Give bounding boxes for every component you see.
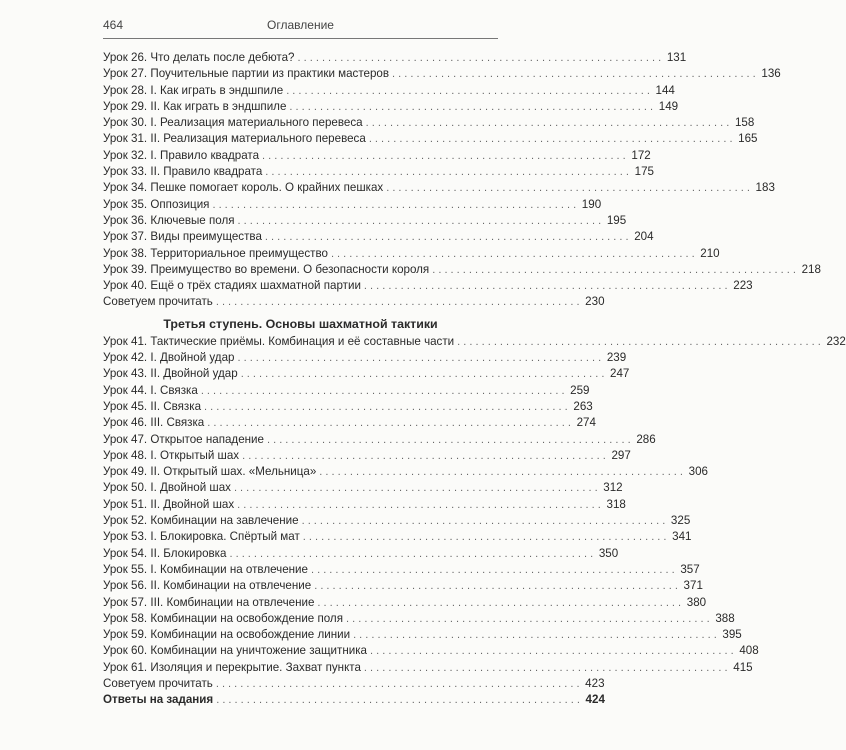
toc-entry[interactable] [103, 432, 656, 448]
toc-entry[interactable] [103, 562, 700, 578]
toc-entry[interactable] [103, 611, 735, 627]
toc-entry[interactable] [103, 480, 623, 496]
toc-entry-label: Урок 56. II. Комбинации на отвлечение [103, 579, 312, 593]
toc-entry-label: Урок 46. III. Связка [103, 416, 205, 430]
toc-entry-page: 149 [658, 99, 679, 113]
toc-entry[interactable] [103, 676, 605, 692]
toc-entry-page: 380 [686, 595, 707, 609]
page-header [103, 18, 498, 38]
toc-entry-label: Урок 35. Оппозиция [103, 197, 210, 211]
dot-leader: . . . . . . . . . . . . . . . . . . . . . . . . . . . . . . . . . . . . . . . . . . . . . . . . . . . . . . . . . . . . [369, 645, 734, 658]
dot-leader: . . . . . . . . . . . . . . . . . . . . . . . . . . . . . . . . . . . . . . . . . . . . . . . . . . . . . . . . . . . . [345, 612, 710, 625]
toc-entry-label: Урок 57. III. Комбинации на отвлечение [103, 595, 315, 609]
toc-entry-label: Урок 47. Открытое нападение [103, 432, 264, 446]
dot-leader: . . . . . . . . . . . . . . . . . . . . . . . . . . . . . . . . . . . . . . . . . . . . . . . . . . . . . . . . . . . . [457, 335, 821, 348]
toc-entry[interactable] [103, 464, 708, 480]
dot-leader: . . . . . . . . . . . . . . . . . . . . . . . . . . . . . . . . . . . . . . . . . . . . . . . . . . . . . . . . . . . . [265, 166, 629, 179]
toc-entry-answers[interactable] [103, 692, 605, 708]
toc-entry-page: 395 [722, 628, 742, 642]
dot-leader: . . . . . . . . . . . . . . . . . . . . . . . . . . . . . . . . . . . . . . . . . . . . . . . . . . . . . . . . . . . . [314, 580, 678, 593]
toc-entry[interactable] [103, 115, 755, 131]
toc-entry-page: 408 [739, 644, 759, 658]
toc-entry-page: 325 [670, 514, 691, 528]
page-number: 464 [103, 18, 124, 32]
toc-entry-label: Урок 48. I. Открытый шах [103, 448, 240, 462]
dot-leader: . . . . . . . . . . . . . . . . . . . . . . . . . . . . . . . . . . . . . . . . . . . . . . . . . . . . . . . . . . . . [212, 198, 577, 211]
toc-entry[interactable] [103, 213, 627, 229]
toc-entry[interactable] [103, 99, 679, 115]
toc-entry-page: 371 [683, 579, 703, 593]
toc-entry-label: Урок 37. Виды преимущества [103, 230, 262, 244]
toc-entry-label: Урок 29. II. Как играть в эндшпиле [103, 99, 287, 113]
toc-entry-page: 423 [585, 676, 605, 690]
toc-entry[interactable] [103, 148, 651, 164]
toc-entry-label: Урок 60. Комбинации на уничтожение защитника [103, 644, 367, 658]
toc-entry[interactable] [103, 383, 590, 399]
toc-entry-label: Советуем прочитать [103, 676, 213, 690]
toc-entry[interactable] [103, 262, 821, 278]
toc-entry[interactable] [103, 164, 654, 180]
dot-leader: . . . . . . . . . . . . . . . . . . . . . . . . . . . . . . . . . . . . . . . . . . . . . . . . . . . . . . . . . . . . [262, 149, 626, 162]
toc-entry-label: Урок 50. I. Двойной шах [103, 481, 231, 495]
toc-entry-page: 204 [634, 230, 654, 244]
toc-entry[interactable] [103, 180, 775, 196]
toc-entry-label: Урок 59. Комбинации на освобождение линии [103, 628, 351, 642]
toc-entry-label: Урок 39. Преимущество во времени. О безопасности короля [103, 262, 430, 276]
toc-part-3 [103, 334, 846, 693]
toc-entry[interactable] [103, 50, 687, 66]
toc-entry-page: 136 [761, 67, 781, 81]
toc-entry-page: 318 [606, 497, 626, 511]
toc-entry-page: 259 [570, 383, 590, 397]
dot-leader: . . . . . . . . . . . . . . . . . . . . . . . . . . . . . . . . . . . . . . . . . . . . . . . . . . . . . . . . . . . . [363, 280, 728, 293]
toc-entry-label: Урок 49. II. Открытый шах. «Мельница» [103, 465, 317, 479]
dot-leader: . . . . . . . . . . . . . . . . . . . . . . . . . . . . . . . . . . . . . . . . . . . . . . . . . . . . . . . . . . . . [229, 547, 594, 560]
toc-entry-page: 297 [611, 448, 631, 462]
toc-entry-page: 415 [733, 660, 753, 674]
dot-leader: . . . . . . . . . . . . . . . . . . . . . . . . . . . . . . . . . . . . . . . . . . . . . . . . . . . . . . . . . . . . [266, 433, 631, 446]
toc-entry-label: Урок 53. I. Блокировка. Спёртый мат [103, 530, 300, 544]
toc-entry-label: Советуем прочитать [103, 295, 213, 309]
toc-entry-page: 388 [715, 611, 735, 625]
toc-entry-label: Ответы на задания [103, 693, 214, 707]
dot-leader: . . . . . . . . . . . . . . . . . . . . . . . . . . . . . . . . . . . . . . . . . . . . . . . . . . . . . . . . . . . . [215, 677, 580, 690]
toc-entry-label: Урок 61. Изоляция и перекрытие. Захват пункта [103, 660, 361, 674]
toc-entry[interactable] [103, 229, 654, 245]
dot-leader: . . . . . . . . . . . . . . . . . . . . . . . . . . . . . . . . . . . . . . . . . . . . . . . . . . . . . . . . . . . . [207, 417, 571, 430]
toc-entry-page: 424 [585, 693, 605, 707]
toc-part-2-continued [103, 50, 821, 311]
dot-leader: . . . . . . . . . . . . . . . . . . . . . . . . . . . . . . . . . . . . . . . . . . . . . . . . . . . . . . . . . . . . [330, 247, 695, 260]
toc-entry[interactable] [103, 278, 753, 294]
toc-entry[interactable] [103, 595, 707, 611]
toc-entry[interactable] [103, 448, 631, 464]
dot-leader: . . . . . . . . . . . . . . . . . . . . . . . . . . . . . . . . . . . . . . . . . . . . . . . . . . . . . . . . . . . . [310, 563, 675, 576]
toc-entry-label: Урок 52. Комбинации на завлечение [103, 514, 299, 528]
toc-entry-page: 165 [738, 132, 758, 146]
dot-leader: . . . . . . . . . . . . . . . . . . . . . . . . . . . . . . . . . . . . . . . . . . . . . . . . . . . . . . . . . . . . [365, 117, 730, 130]
dot-leader: . . . . . . . . . . . . . . . . . . . . . . . . . . . . . . . . . . . . . . . . . . . . . . . . . . . . . . . . . . . . [233, 482, 598, 495]
toc-entry-page: 195 [606, 213, 627, 227]
dot-leader: . . . . . . . . . . . . . . . . . . . . . . . . . . . . . . . . . . . . . . . . . . . . . . . . . . . . . . . . . . . . [386, 182, 750, 195]
toc-entry[interactable] [103, 294, 605, 310]
toc-entry-label: Урок 26. Что делать после дебюта? [103, 51, 295, 64]
toc-entry-page: 357 [680, 562, 700, 576]
dot-leader: . . . . . . . . . . . . . . . . . . . . . . . . . . . . . . . . . . . . . . . . . . . . . . . . . . . . . . . . . . . . [215, 296, 580, 309]
toc-entry-page: 230 [585, 295, 605, 309]
toc-entry[interactable] [103, 246, 720, 262]
toc-entry-label: Урок 28. I. Как играть в эндшпиле [103, 83, 284, 97]
toc-entry-page: 274 [576, 416, 596, 430]
toc-entry-label: Урок 36. Ключевые поля [103, 213, 235, 227]
dot-leader: . . . . . . . . . . . . . . . . . . . . . . . . . . . . . . . . . . . . . . . . . . . . . . . . . . . . . . . . . . . . [368, 133, 733, 146]
section-heading: Третья ступень. Основы шахматной тактики [163, 316, 438, 331]
toc-entry[interactable] [103, 513, 691, 529]
toc-entry[interactable] [103, 529, 692, 545]
toc-entry-label: Урок 58. Комбинации на освобождение поля [103, 611, 343, 625]
toc-entry-page: 172 [631, 148, 651, 162]
dot-leader: . . . . . . . . . . . . . . . . . . . . . . . . . . . . . . . . . . . . . . . . . . . . . . . . . . . . . . . . . . . . [216, 694, 580, 707]
dot-leader: . . . . . . . . . . . . . . . . . . . . . . . . . . . . . . . . . . . . . . . . . . . . . . . . . . . . . . . . . . . . [317, 596, 682, 609]
dot-leader: . . . . . . . . . . . . . . . . . . . . . . . . . . . . . . . . . . . . . . . . . . . . . . . . . . . . . . . . . . . . [297, 52, 662, 64]
toc-entry-label: Урок 55. I. Комбинации на отвлечение [103, 562, 308, 576]
dot-leader: . . . . . . . . . . . . . . . . . . . . . . . . . . . . . . . . . . . . . . . . . . . . . . . . . . . . . . . . . . . . [264, 231, 629, 244]
toc-entry[interactable] [103, 131, 758, 147]
toc-entry[interactable] [103, 366, 630, 382]
toc-entry-label: Урок 38. Территориальное преимущество [103, 246, 328, 260]
toc-entry-page: 218 [801, 262, 821, 276]
toc-entry-label: Урок 44. I. Связка [103, 383, 198, 397]
toc-entry[interactable] [103, 643, 759, 659]
toc-entry[interactable] [103, 399, 593, 415]
dot-leader: . . . . . . . . . . . . . . . . . . . . . . . . . . . . . . . . . . . . . . . . . . . . . . . . . . . . . . . . . . . . [302, 531, 667, 544]
toc-entry[interactable] [103, 66, 781, 82]
dot-leader: . . . . . . . . . . . . . . . . . . . . . . . . . . . . . . . . . . . . . . . . . . . . . . . . . . . . . . . . . . . . [286, 84, 650, 97]
dot-leader: . . . . . . . . . . . . . . . . . . . . . . . . . . . . . . . . . . . . . . . . . . . . . . . . . . . . . . . . . . . . [242, 449, 606, 462]
toc-entry-page: 223 [733, 279, 753, 293]
toc-entry-label: Урок 33. II. Правило квадрата [103, 165, 263, 179]
toc-entry[interactable] [103, 578, 703, 594]
dot-leader: . . . . . . . . . . . . . . . . . . . . . . . . . . . . . . . . . . . . . . . . . . . . . . . . . . . . . . . . . . . . [237, 352, 602, 365]
dot-leader: . . . . . . . . . . . . . . . . . . . . . . . . . . . . . . . . . . . . . . . . . . . . . . . . . . . . . . . . . . . . [432, 263, 796, 276]
toc-entry-label: Урок 51. II. Двойной шах [103, 497, 235, 511]
toc-entry-label: Урок 54. II. Блокировка [103, 546, 227, 560]
table-of-contents [103, 50, 846, 709]
toc-entry[interactable] [103, 350, 627, 366]
toc-entry-label: Урок 32. I. Правило квадрата [103, 148, 260, 162]
toc-entry-page: 239 [606, 351, 627, 365]
running-title: Оглавление [267, 18, 334, 32]
toc-entry[interactable] [103, 660, 753, 676]
toc-entry-page: 341 [672, 530, 692, 544]
dot-leader: . . . . . . . . . . . . . . . . . . . . . . . . . . . . . . . . . . . . . . . . . . . . . . . . . . . . . . . . . . . . [363, 661, 728, 674]
dot-leader: . . . . . . . . . . . . . . . . . . . . . . . . . . . . . . . . . . . . . . . . . . . . . . . . . . . . . . . . . . . . [200, 384, 565, 397]
toc-entry-page: 210 [700, 246, 720, 260]
toc-entry[interactable] [103, 197, 602, 213]
dot-leader: . . . . . . . . . . . . . . . . . . . . . . . . . . . . . . . . . . . . . . . . . . . . . . . . . . . . . . . . . . . . [237, 214, 602, 227]
dot-leader: . . . . . . . . . . . . . . . . . . . . . . . . . . . . . . . . . . . . . . . . . . . . . . . . . . . . . . . . . . . . [289, 100, 654, 113]
toc-entry[interactable] [103, 546, 619, 562]
toc-entry-label: Урок 45. II. Связка [103, 399, 202, 413]
toc-entry-page: 183 [755, 181, 775, 195]
toc-entry-page: 232 [826, 334, 846, 348]
toc-entry-page: 158 [734, 116, 755, 130]
toc-entry-page: 286 [636, 432, 656, 446]
toc-entry[interactable] [103, 415, 596, 431]
toc-entry-page: 247 [610, 367, 630, 381]
dot-leader: . . . . . . . . . . . . . . . . . . . . . . . . . . . . . . . . . . . . . . . . . . . . . . . . . . . . . . . . . . . . [204, 400, 568, 413]
dot-leader: . . . . . . . . . . . . . . . . . . . . . . . . . . . . . . . . . . . . . . . . . . . . . . . . . . . . . . . . . . . . [392, 68, 756, 81]
toc-entry-label: Урок 41. Тактические приёмы. Комбинация и её составные части [103, 334, 455, 348]
toc-entry[interactable] [103, 497, 626, 513]
header-rule [103, 38, 498, 39]
toc-entry-page: 144 [655, 83, 675, 97]
toc-entry-label: Урок 27. Поучительные партии из практики мастеров [103, 67, 390, 81]
toc-entry-page: 263 [573, 399, 593, 413]
toc-entry[interactable] [103, 334, 846, 350]
toc-entry-page: 306 [688, 465, 708, 479]
toc-entry-label: Урок 42. I. Двойной удар [103, 351, 235, 365]
dot-leader: . . . . . . . . . . . . . . . . . . . . . . . . . . . . . . . . . . . . . . . . . . . . . . . . . . . . . . . . . . . . [237, 498, 601, 511]
toc-entry[interactable] [103, 83, 675, 99]
dot-leader: . . . . . . . . . . . . . . . . . . . . . . . . . . . . . . . . . . . . . . . . . . . . . . . . . . . . . . . . . . . . [319, 466, 683, 479]
dot-leader: . . . . . . . . . . . . . . . . . . . . . . . . . . . . . . . . . . . . . . . . . . . . . . . . . . . . . . . . . . . . [240, 368, 605, 381]
toc-entry-page: 350 [598, 546, 619, 560]
toc-entry[interactable] [103, 627, 742, 643]
toc-entry-label: Урок 31. II. Реализация материального перевеса [103, 132, 366, 146]
toc-entry-label: Урок 34. Пешке помогает король. О крайних пешках [103, 181, 384, 195]
toc-entry-label: Урок 43. II. Двойной удар [103, 367, 238, 381]
toc-entry-page: 312 [603, 481, 623, 495]
toc-entry-page: 175 [634, 165, 654, 179]
dot-leader: . . . . . . . . . . . . . . . . . . . . . . . . . . . . . . . . . . . . . . . . . . . . . . . . . . . . . . . . . . . . [301, 515, 666, 528]
dot-leader: . . . . . . . . . . . . . . . . . . . . . . . . . . . . . . . . . . . . . . . . . . . . . . . . . . . . . . . . . . . . [353, 629, 717, 642]
toc-entry-label: Урок 40. Ещё о трёх стадиях шахматной партии [103, 279, 361, 293]
toc-entry-label: Урок 30. I. Реализация материального перевеса [103, 116, 363, 130]
toc-entry-page: 131 [666, 51, 687, 64]
toc-entry-page: 190 [581, 197, 602, 211]
